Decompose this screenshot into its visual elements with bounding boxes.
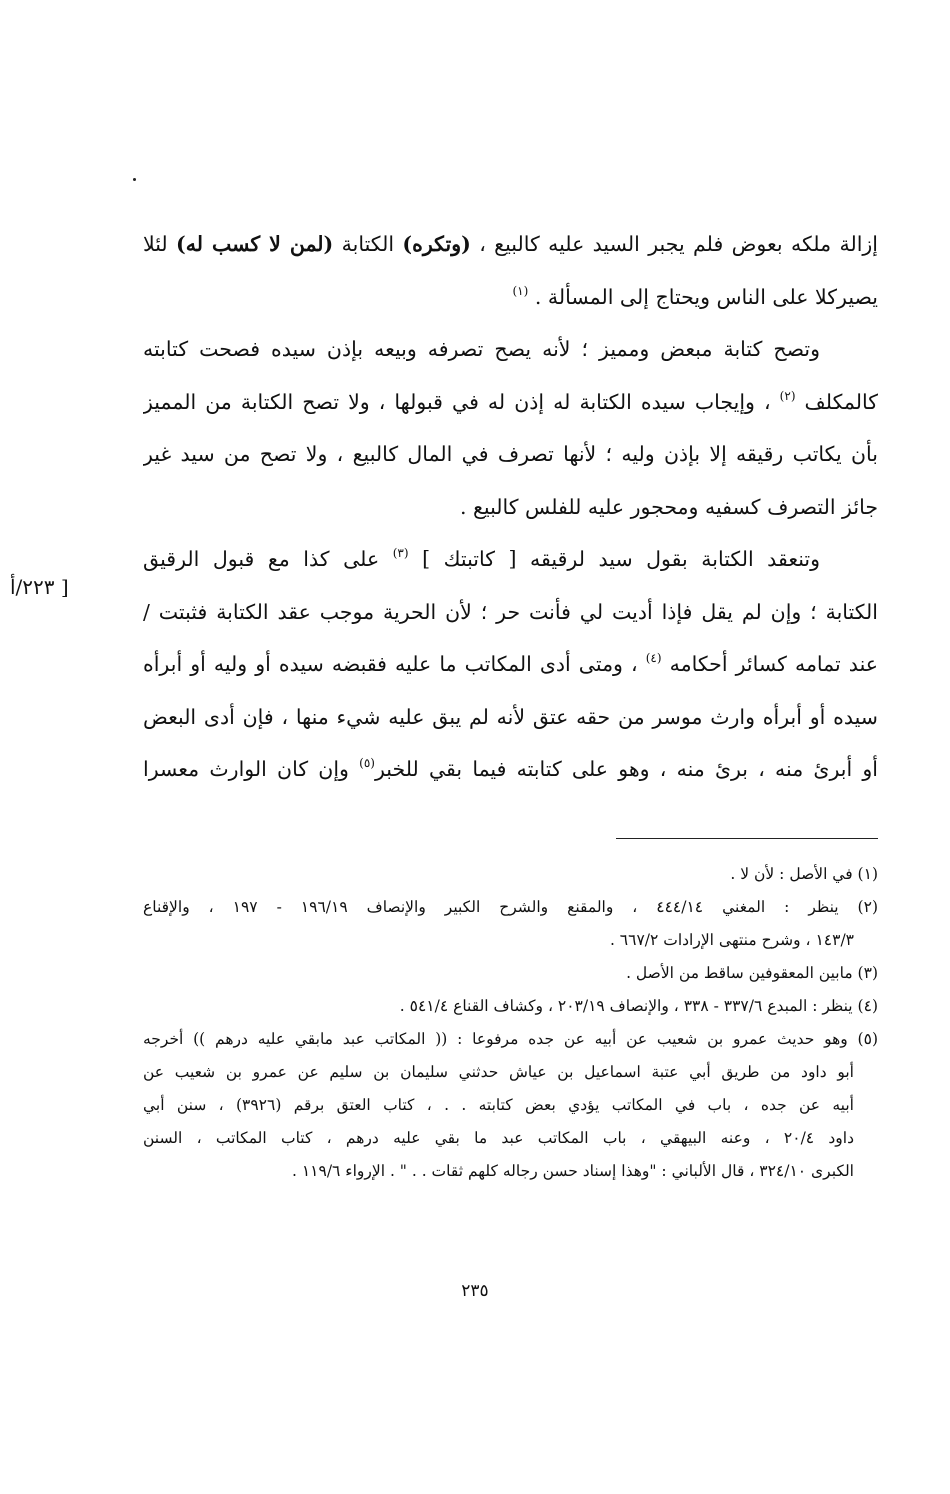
footnote-5-line-4: داود ٢٠/٤ ، وعنه البيهقي ، باب المكاتب عبد ما بقي عليه درهم ، كتاب المكاتب ، السنن <box>143 1129 855 1147</box>
footnote-3: (٣) مابين المعقوفين ساقط من الأصل . <box>626 964 878 982</box>
footnote-2-line-1: (٢) ينظر : المغني ٤٤٤/١٤ ، والمقنع والشرح الكبير والإنصاف ١٩٦/١٩ - ١٩٧ ، والإقناع <box>143 898 878 916</box>
footnote-ref-4: (٤) <box>645 651 662 665</box>
main-line-2: يصيركلا على الناس ويحتاج إلى المسألة . $^{(١)}$ <box>512 283 878 309</box>
main-line-9: عند تمامه كسائر أحكامه $^{(٤)}$ ، ومتى أدى المكاتب ما عليه فقبضه سيده أو وليه أو أبرأه <box>143 651 878 676</box>
manuscript-folio-marker: [ ٢٢٣/أ <box>10 575 69 599</box>
footnote-5-line-3: أبيه عن جده ، باب في المكاتب يؤدي بعض كتابته . . ، كتاب العتق برقم (٣٩٢٦) ، سنن أبي <box>143 1096 854 1114</box>
footnote-separator <box>616 838 878 839</box>
footnote-ref-2: (٢) <box>779 388 796 403</box>
main-line-4: كالمكلف $^{(٢)}$ ، وإيجاب سيده الكتابة له إذن له في قبولها ، ولا تصح الكتابة من المميز <box>143 388 878 414</box>
footnotes <box>143 858 878 1188</box>
footnote-1: (١) في الأصل : لأن لا . <box>730 865 878 883</box>
footnote-ref-1: (١) <box>512 283 529 298</box>
footnote-4: (٤) ينظر : المبدع ٣٣٧/٦ - ٣٣٨ ، والإنصاف ٢٠٣/١٩ ، وكشاف القناع ٥٤١/٤ . <box>399 997 878 1015</box>
stray-dot <box>133 178 136 181</box>
main-line-3: وتصح كتابة مبعض ومميز ؛ لأنه يصح تصرفه وبيعه بإذن سيده فصحت كتابته <box>143 337 820 361</box>
footnote-5-line-5: الكبرى ٣٢٤/١٠ ، قال الألباني : "وهذا إسناد حسن رجاله كلهم ثقات . . " . الإرواء ١١٩/٦ . <box>291 1162 854 1180</box>
footnote-5-line-1: (٥) وهو حديث عمرو بن شعيب عن أبيه عن جده مرفوعا : (( المكاتب عبد مابقي عليه درهم )) أخرجه <box>143 1030 878 1048</box>
footnote-2-line-2: ١٤٣/٣ ، وشرح منتهى الإرادات ٦٦٧/٢ . <box>609 931 854 949</box>
main-line-7: وتنعقد الكتابة بقول سيد لرقيقه [ كاتبتك ] $^{(٣)}$ على كذا مع قبول الرقيق <box>143 546 820 571</box>
main-line-11: أو أبرئ منه ، برئ منه ، وهو على كتابته فيما بقي للخبر$^{(٥)}$ وإن كان الوارث معسرا <box>143 756 878 781</box>
footnote-5-line-2: أبو داود من طريق أبي عتبة اسماعيل بن عياش حدثني سليمان بن سليم عن عمرو بن شعيب عن <box>143 1063 854 1081</box>
main-line-5: بأن يكاتب رقيقه إلا بإذن وليه ؛ لأنها تصرف في المال كالبيع ، ولا تصح من سيد غير <box>143 442 878 466</box>
footnote-ref-5: (٥) <box>359 756 375 770</box>
footnote-ref-3: (٣) <box>392 546 409 560</box>
page-number: ٢٣٥ <box>461 1281 489 1301</box>
main-line-6: جائز التصرف كسفيه ومحجور عليه للفلس كالبيع . <box>459 494 878 519</box>
main-line-1: إزالة ملكه بعوض فلم يجبر السيد عليه كالبيع ، (وتكره) الكتابة (لمن لا كسب له) لئلا <box>143 232 878 256</box>
main-text <box>143 218 878 796</box>
main-line-8: الكتابة ؛ وإن لم يقل فإذا أديت لي فأنت حر ؛ لأن الحرية موجب عقد الكتابة فثبتت / <box>143 599 878 624</box>
main-line-10: سيده أو أبرأه وارث موسر من حقه عتق لأنه لم يبق عليه شيء منها ، فإن أدى البعض <box>143 704 878 729</box>
